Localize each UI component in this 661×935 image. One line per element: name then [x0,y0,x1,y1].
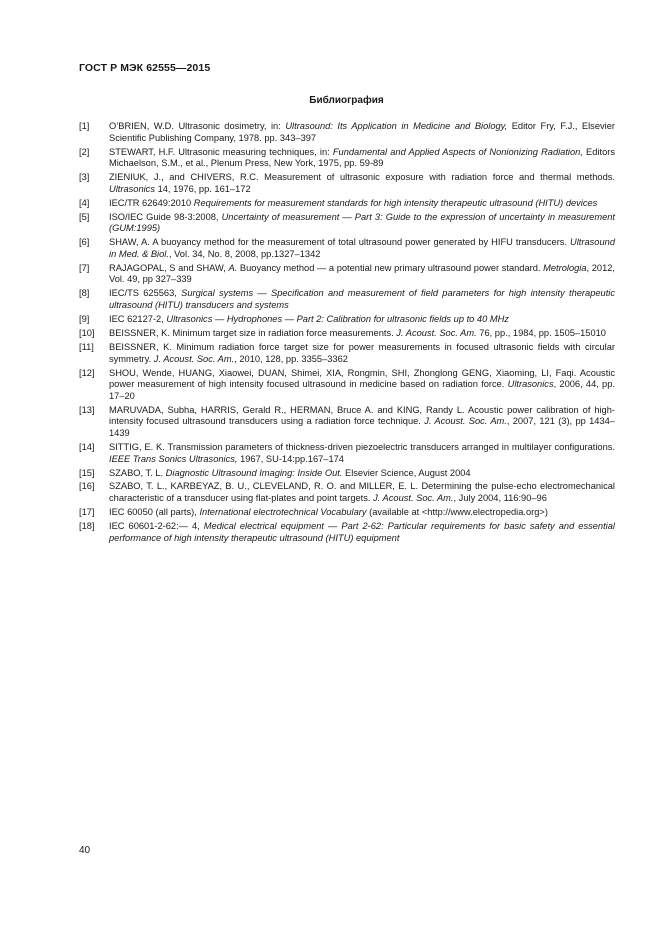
entry-text-segment: , 2007, 121 (3), pp 1434–1439 [109,416,615,438]
entry-number: [8] [79,288,90,299]
entry-text [109,521,615,544]
entry-number: [5] [79,211,90,222]
entry-text-segment: Elsevier Science, August 2004 [342,467,471,478]
entry-number: [7] [79,262,90,273]
bibliography-title [0,95,661,106]
entry-text [109,314,615,326]
entry-text [109,368,615,403]
entry-italic-segment: Metrologia [543,262,587,273]
bibliography-entry [79,507,615,519]
entry-italic-segment: J. Acoust. Soc. Am. [373,493,454,504]
entry-text-segment: SZABO, T. L. [109,467,166,478]
entry-text-segment: Buoyancy method — a potential new primary ultrasound power standard. [237,262,544,273]
entry-italic-segment: Uncertainty of measurement — Part 3: Guide to the expression of uncertainty in measurement (GUM:1995) [109,211,616,234]
bibliography-entry [79,288,615,311]
entry-number: [12] [79,367,95,378]
entry-italic-segment: J. Acoust. Soc. Am. [153,353,235,364]
entry-italic-segment: Fundamental and Applied Aspects of Nonionizing Radiation, [332,146,583,157]
entry-text-segment: , 2006, 44, pp. 17–20 [109,379,615,401]
entry-text-segment: , Vol. 34, No. 8, 2008, pp.1327–1342 [168,248,321,259]
entry-number: [10] [79,328,95,339]
entry-italic-segment: Surgical systems — Specification and measurement of field parameters for high intensity therapeutic ultrasound (HITU) transducers and systems [109,288,616,311]
entry-text [109,288,615,311]
entry-text-segment: 76, pp., 1984, pp. 1505–15010 [476,328,606,339]
entry-italic-segment: Ultrasonics [507,379,554,390]
entry-text-segment: O’BRIEN, W.D. Ultrasonic dosimetry, in: [109,121,286,131]
entry-text-segment: SHAW, A. A buoyancy method for the measurement of total ultrasound power generated by HIFU transducers. [109,237,571,248]
entry-text [109,263,615,286]
entry-text [109,468,615,480]
entry-text-segment: SHOU, Wende, HUANG, Xiaowei, DUAN, Shimei, XIA, Rongmin, SHI, Zhonglong GENG, Xiaoming, LI, Faqi. Acoustic power measurement of high intensity focused ultrasound in medicine based on radiation force. [109,367,615,390]
entry-text-segment: STEWART, H.F. Ultrasonic measuring techniques, in: [109,146,333,157]
bibliography-title-text: Библиография [309,95,384,106]
bibliography-entry [79,468,615,480]
entry-number: [17] [79,507,95,518]
entry-text-segment: IEC 60050 (all parts), [109,507,200,518]
entry-italic-segment: A. [228,262,238,273]
entry-text [109,405,615,440]
entry-text-segment: ZIENIUK, J., and CHIVERS, R.C. Measurement of ultrasonic exposure with radiation force and thermal methods. [109,172,615,183]
entry-text [109,147,615,170]
bibliography-entry [79,481,615,504]
bibliography-entry [79,405,615,440]
entry-italic-segment: Requirements for measurement standards for high intensity therapeutic ultrasound (HITU) devices [193,197,598,208]
entry-text-segment: SITTIG, E. K. Transmission parameters of thickness-driven piezoelectric transducers arranged in multilayer configurations. [109,441,615,452]
entry-italic-segment: International electrotechnical Vocabulary [199,507,367,518]
entry-text-segment: BEISSNER, K. Minimum target size in radiation force measurements. [109,328,397,339]
entry-text [109,481,615,504]
entry-text-segment: IEC 60601-2-62:— 4, [109,521,204,532]
entry-number: [4] [79,197,90,208]
entry-number: [2] [79,146,90,157]
entry-text-segment: , July 2004, 116:90–96 [453,493,547,504]
entry-text [109,507,615,519]
entry-italic-segment: Diagnostic Ultrasound Imaging: Inside Out. [165,467,343,478]
bibliography-entry [79,328,615,340]
entry-number: [6] [79,237,90,248]
entry-text-segment: (available at <http://www.electropedia.org>) [366,507,548,518]
document-header: ГОСТ Р МЭК 62555—2015 [79,62,211,74]
entry-text-segment: , 2012, Vol. 49, pp 327–339 [109,262,615,285]
entry-italic-segment: Medical electrical equipment — Part 2-62: Particular requirements for basic safety and essential performance of high intensity therapeutic ultrasound (HITU) equipment [109,521,615,543]
bibliography-entry [79,314,615,326]
page-number: 40 [79,845,91,856]
entry-text-segment: SZABO, T. L., KARBEYAZ, B. U., CLEVELAND, R. O. and MILLER, E. L. Determining the pulse-echo electromechanical characteristic of a transducer using flat-plates and point targets. [109,481,615,504]
entry-italic-segment: Ultrasonics [109,183,155,194]
entry-text-segment: IEC 62127-2, [109,314,167,325]
bibliography-entry [79,198,615,210]
entry-text [109,198,615,210]
bibliography-entry [79,172,615,195]
entry-text [109,172,615,195]
bibliography-entry [79,212,615,235]
entry-text-segment: 14, 1976, pp. 161–172 [154,183,251,194]
entry-text-segment: Editor Fry, F.J., Elsevier Scientific Publishing Company, 1978. pp. 343–397 [109,121,615,143]
bibliography-entry [79,442,615,465]
entry-text [109,342,615,365]
entry-italic-segment: Ultrasonics — Hydrophones — Part 2: Calibration for ultrasonic fields up to 40 MHz [166,314,509,325]
entry-text [109,237,615,260]
entry-text-segment: IEC/TS 625563, [109,288,182,299]
bibliography-list [79,121,615,547]
entry-text-segment: MARUVADA, Subha, HARRIS, Gerald R., HERMAN, Bruce A. and KING, Randy L. Acoustic power calibration of high-intensity focused ultrasound transducers using a radiation force technique. [109,404,615,427]
entry-italic-segment: Ultrasound: Its Application in Medicine and Biology, [285,121,508,131]
bibliography-entry [79,368,615,403]
entry-number: [13] [79,404,95,415]
entry-text-segment: ISO/IEC Guide 98-3:2008, [109,211,222,222]
entry-number: [15] [79,467,95,478]
entry-italic-segment: J. Acoust. Soc. Am. [424,416,507,427]
entry-italic-segment: Ultrasound in Med. & Biol. [109,237,615,259]
entry-number: [18] [79,521,95,532]
entry-number: [9] [79,314,90,325]
entry-text-segment: , 2010, 128, pp. 3355–3362 [234,353,348,364]
bibliography-entry [79,263,615,286]
bibliography-entry [79,147,615,170]
entry-number: [14] [79,441,95,452]
entry-number: [3] [79,172,90,183]
entry-number: [11] [79,342,94,352]
entry-text [109,121,615,144]
entry-italic-segment: J. Acoust. Soc. Am. [396,328,477,339]
entry-text-segment: 1967, SU-14:pp.167–174 [237,453,344,464]
bibliography-entry [79,237,615,260]
entry-text-segment: RAJAGOPAL, S and SHAW, [109,262,229,273]
entry-number: [16] [79,481,95,492]
entry-italic-segment: IEEE Trans Sonics Ultrasonics, [109,453,238,464]
entry-text-segment: IEC/TR 62649:2010 [109,197,194,208]
bibliography-entry [79,121,615,144]
entry-text-segment: Editors Michaelson, S.M., et al., Plenum Press, New York, 1975, pp. 59-89 [109,146,615,169]
bibliography-entry [79,342,615,365]
entry-text [109,442,615,465]
entry-number: [1] [79,121,90,131]
entry-text-segment: BEISSNER, K. Minimum radiation force target size for power measurements in focused ultrasonic fields with circular symmetry. [109,342,615,364]
entry-text [109,212,615,235]
bibliography-entry [79,521,615,544]
entry-text [109,328,615,340]
